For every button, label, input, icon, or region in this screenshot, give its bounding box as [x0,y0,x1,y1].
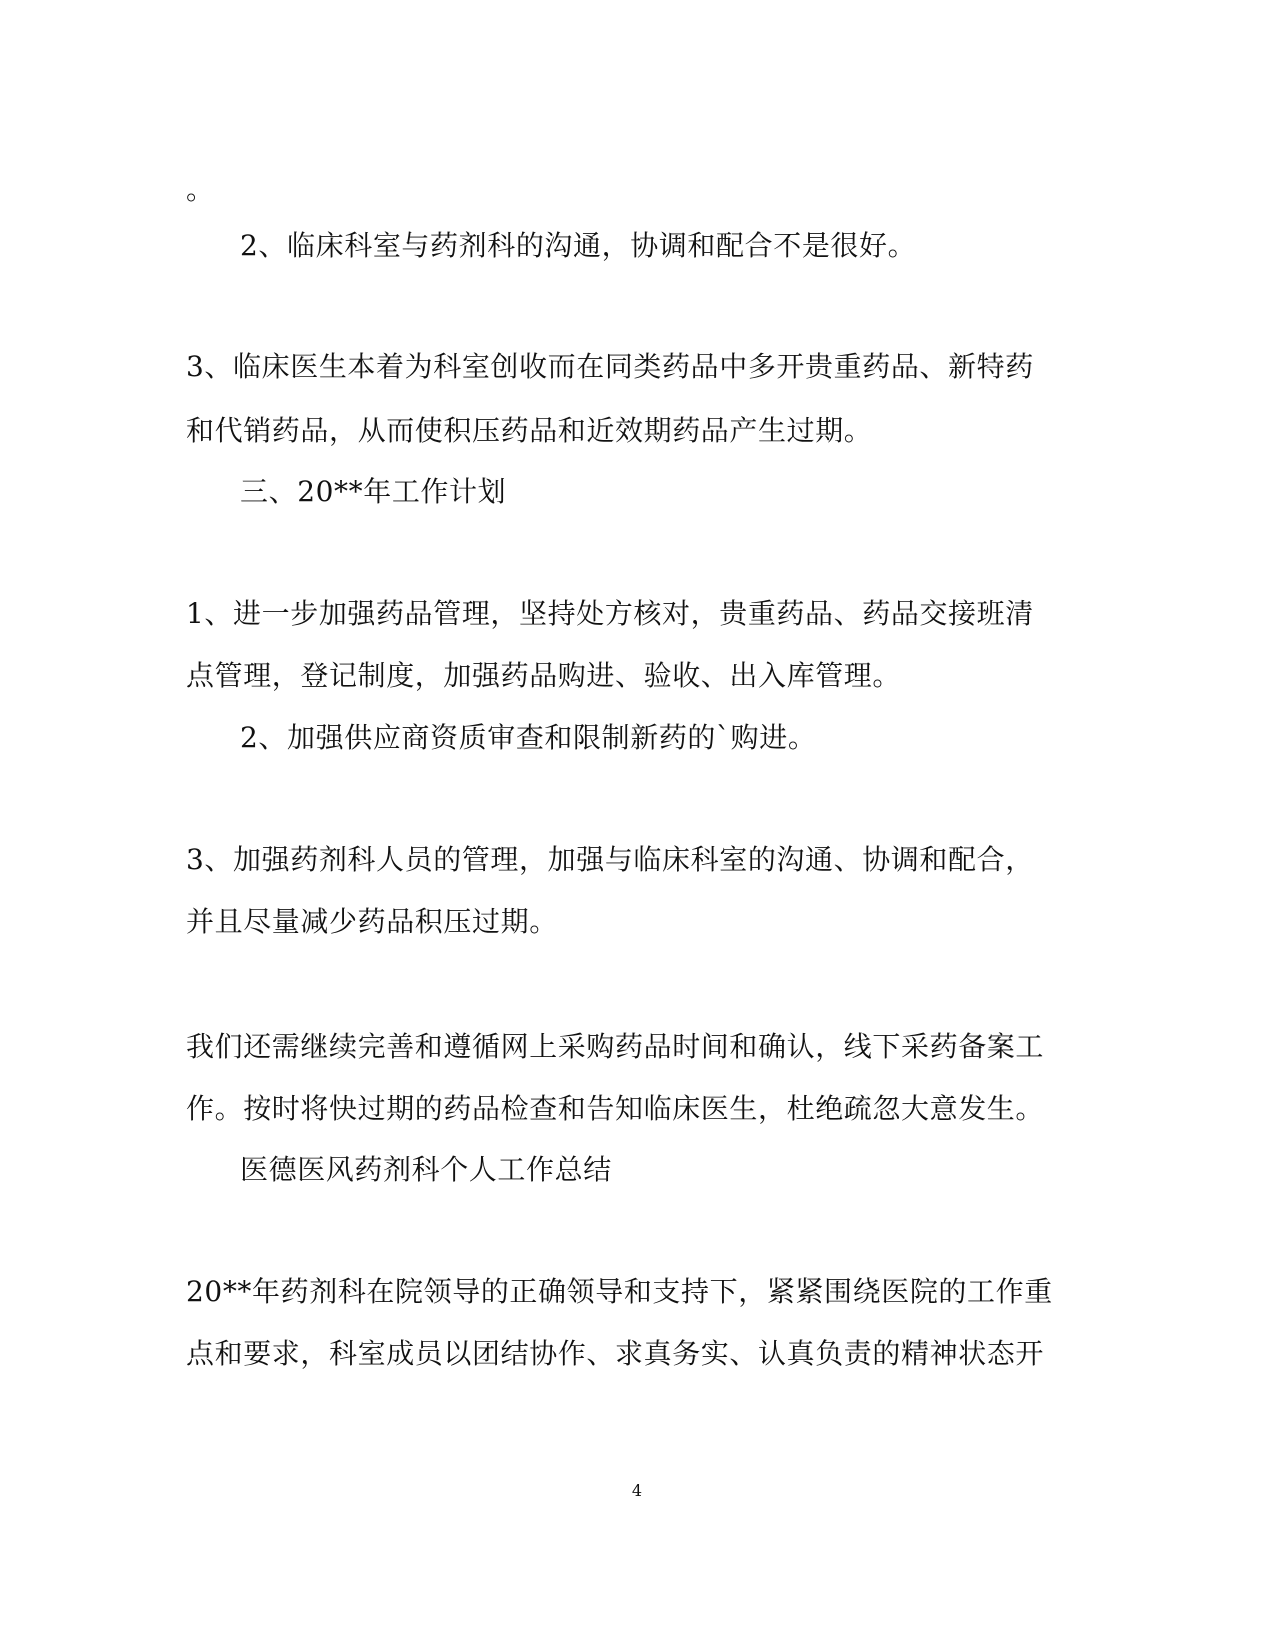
text-line-10: 并且尽量减少药品积压过期。 [186,905,558,938]
section-heading-plan: 三、20**年工作计划 [240,475,507,508]
text-line-14: 20**年药剂科在院领导的正确领导和支持下，紧紧围绕医院的工作重 [186,1275,1053,1308]
text-line-8: 2、加强供应商资质审查和限制新药的`购进。 [240,721,817,754]
section-heading-summary: 医德医风药剂科个人工作总结 [240,1153,612,1186]
text-line-11: 我们还需继续完善和遵循网上采购药品时间和确认，线下采药备案工 [186,1030,1045,1063]
text-line-3: 3、临床医生本着为科室创收而在同类药品中多开贵重药品、新特药 [186,350,1034,383]
text-line-6: 1、进一步加强药品管理，坚持处方核对，贵重药品、药品交接班清 [186,597,1034,630]
page-number: 4 [631,1481,643,1500]
text-line-4: 和代销药品，从而使积压药品和近效期药品产生过期。 [186,414,873,447]
text-line-1: 。 [186,173,215,206]
text-line-9: 3、加强药剂科人员的管理，加强与临床科室的沟通、协调和配合， [186,843,1034,876]
text-line-7: 点管理，登记制度，加强药品购进、验收、出入库管理。 [186,659,902,692]
text-line-15: 点和要求，科室成员以团结协作、求真务实、认真负责的精神状态开 [186,1337,1045,1370]
text-line-2: 2、临床科室与药剂科的沟通，协调和配合不是很好。 [240,229,917,262]
text-line-12: 作。按时将快过期的药品检查和告知临床医生，杜绝疏忽大意发生。 [186,1092,1045,1125]
